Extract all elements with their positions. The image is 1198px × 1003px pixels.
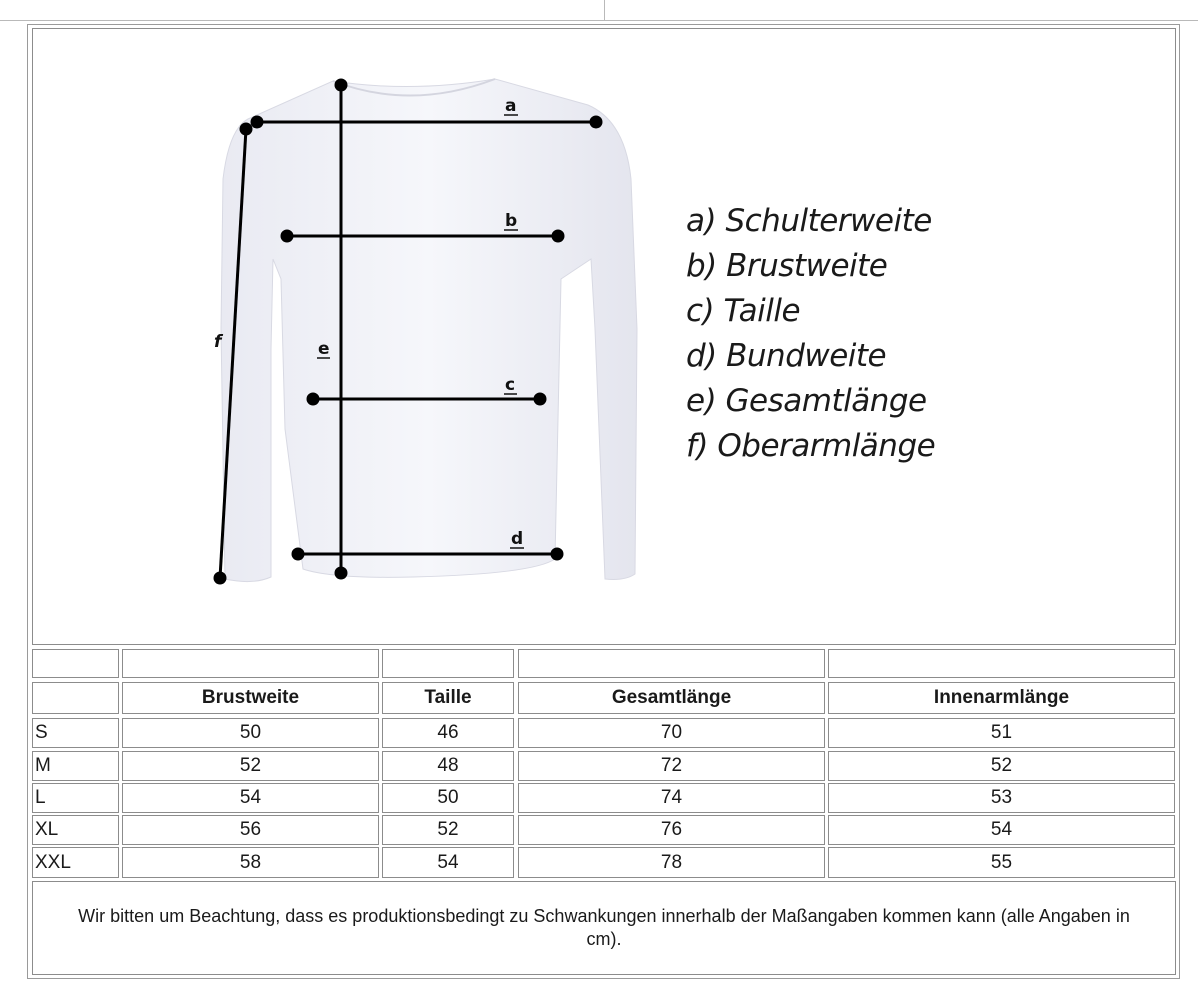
table-cell: 55 (828, 847, 1175, 878)
label-c: c (505, 375, 516, 395)
table-cell: 78 (518, 847, 825, 878)
table-cell: 72 (518, 751, 825, 781)
table-cell: 56 (122, 815, 379, 845)
table-row-size: XXL (32, 847, 119, 878)
shirt-diagram-svg (33, 29, 1175, 644)
tolerance-note (32, 881, 1176, 975)
table-cell: 53 (828, 783, 1175, 813)
table-empty-cell (828, 649, 1175, 678)
table-header-innenarmlaenge: Innenarmlänge (828, 682, 1175, 714)
table-cell: 51 (828, 718, 1175, 748)
table-row-size: L (32, 783, 119, 813)
label-f: f (214, 332, 222, 352)
table-empty-cell (122, 649, 379, 678)
table-cell: 54 (382, 847, 514, 878)
table-header-taille: Taille (382, 682, 514, 714)
table-cell: 58 (122, 847, 379, 878)
legend-item-c: c) Taille (686, 293, 801, 329)
label-e: e (318, 339, 330, 359)
table-cell: 74 (518, 783, 825, 813)
label-d: d (511, 529, 524, 549)
measurement-legend (686, 199, 935, 469)
label-a: a (505, 96, 517, 116)
table-empty-cell (518, 649, 825, 678)
table-row-size: S (32, 718, 119, 748)
table-row-size: XL (32, 815, 119, 845)
table-cell: 54 (828, 815, 1175, 845)
top-divider (0, 20, 1198, 21)
table-cell: 76 (518, 815, 825, 845)
legend-item-b: b) Brustweite (686, 248, 888, 284)
table-header-brustweite: Brustweite (122, 682, 379, 714)
table-cell: 46 (382, 718, 514, 748)
table-empty-cell (32, 649, 119, 678)
table-header-size (32, 682, 119, 714)
top-column-divider (604, 0, 605, 20)
table-header-gesamtlaenge: Gesamtlänge (518, 682, 825, 714)
table-cell: 50 (382, 783, 514, 813)
tolerance-note-text: Wir bitten um Beachtung, dass es produktionsbedingt zu Schwankungen innerhalb der Maßangaben kommen kann (alle Angaben in cm). (78, 906, 1130, 949)
table-cell: 50 (122, 718, 379, 748)
table-empty-cell (382, 649, 514, 678)
table-row-size: M (32, 751, 119, 781)
shirt-icon (221, 79, 637, 582)
table-cell: 48 (382, 751, 514, 781)
label-b: b (505, 211, 518, 231)
measurement-diagram (32, 28, 1176, 645)
table-cell: 70 (518, 718, 825, 748)
legend-item-f: f) Oberarmlänge (686, 428, 936, 464)
table-cell: 52 (828, 751, 1175, 781)
table-cell: 52 (122, 751, 379, 781)
legend-item-d: d) Bundweite (686, 338, 887, 374)
legend-item-a: a) Schulterweite (686, 203, 932, 239)
table-cell: 52 (382, 815, 514, 845)
table-cell: 54 (122, 783, 379, 813)
legend-item-e: e) Gesamtlänge (686, 383, 927, 419)
